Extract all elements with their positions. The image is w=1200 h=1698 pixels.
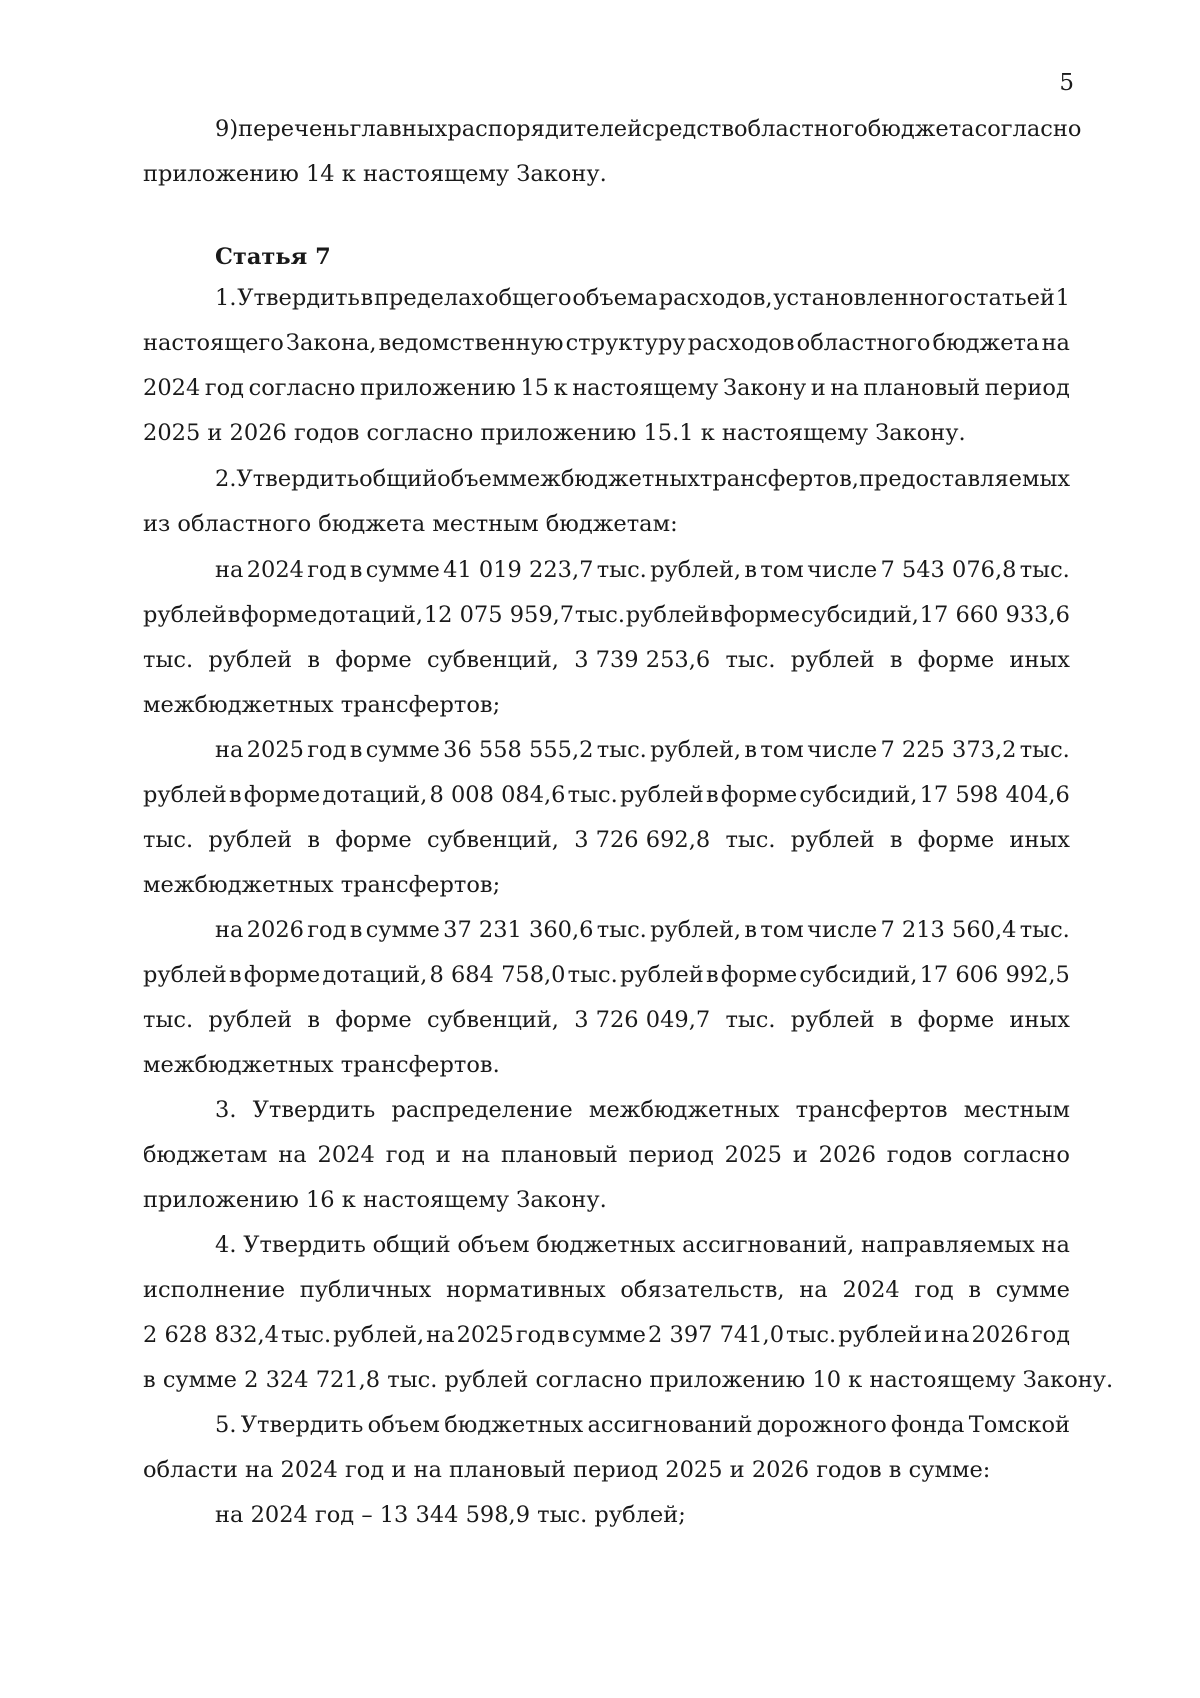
word: местным	[963, 1097, 1070, 1123]
word: 2024	[317, 1142, 375, 1168]
word: годов	[886, 1142, 953, 1168]
word: форме	[917, 827, 995, 853]
page-number: 5	[1059, 70, 1074, 96]
word: рублей	[790, 827, 875, 853]
text-line	[143, 366, 1070, 411]
paragraph-4	[143, 1223, 1114, 1403]
word: рублей	[143, 602, 227, 628]
word: Закона,	[285, 330, 377, 356]
word: иных	[1009, 647, 1070, 673]
word: межбюджетных	[588, 1097, 780, 1123]
word: ассигнований	[587, 1412, 753, 1438]
word: пределах	[373, 285, 485, 311]
word: тыс.	[143, 1007, 194, 1033]
word: сумме	[365, 557, 440, 583]
word: в	[349, 557, 363, 583]
text-line: из областного бюджета местным бюджетам:	[143, 511, 678, 537]
word: 1	[1055, 285, 1070, 311]
word: период	[628, 1142, 714, 1168]
word: в	[307, 647, 321, 673]
word: бюджета	[932, 330, 1040, 356]
word: в	[889, 1007, 903, 1033]
word: на	[215, 737, 244, 763]
text-line	[143, 457, 1070, 502]
word: 2 397 741,0	[648, 1322, 785, 1348]
word: 17 606 992,5	[919, 962, 1070, 988]
word: 3 739 253,6	[574, 647, 711, 673]
word: в	[744, 557, 758, 583]
word: иных	[1009, 1007, 1070, 1033]
word: нормативных	[446, 1277, 606, 1303]
word: Утвердить	[252, 1097, 376, 1123]
word: распорядителей	[447, 116, 643, 142]
word: числе	[807, 737, 878, 763]
word: фонда	[891, 1412, 965, 1438]
word: областного	[796, 330, 931, 356]
word: год	[385, 1142, 425, 1168]
word: 37 231 360,6	[443, 917, 594, 943]
word: объем	[457, 1232, 530, 1258]
word: рублей	[790, 1007, 875, 1033]
word: трансфертов	[795, 1097, 948, 1123]
word: тыс.	[786, 1322, 837, 1348]
word: установленного	[773, 285, 963, 311]
text-line	[143, 818, 1070, 863]
word: Закону	[722, 375, 807, 401]
word: Утвердить	[237, 285, 360, 311]
word: 2025	[724, 1142, 782, 1168]
word: 2024	[246, 557, 304, 583]
word: 2024	[143, 375, 201, 401]
word: в	[228, 962, 242, 988]
word: общий	[359, 466, 438, 492]
word: тыс.	[143, 647, 194, 673]
word: тыс.	[281, 1322, 332, 1348]
paragraph-item-9	[143, 107, 1082, 197]
word: рублей	[208, 827, 293, 853]
word: сумме	[365, 737, 440, 763]
word: плановый	[863, 375, 981, 401]
word: субсидий,	[799, 782, 918, 808]
word: тыс.	[725, 647, 776, 673]
article-heading	[143, 235, 1070, 280]
word: на	[1041, 1232, 1070, 1258]
word: рублей	[838, 1322, 922, 1348]
word: дотаций,	[322, 962, 428, 988]
word: форме	[917, 647, 995, 673]
word: форме	[917, 1007, 995, 1033]
text-line	[143, 1403, 1070, 1448]
word: рублей,	[333, 1322, 425, 1348]
word: Утвердить	[243, 1232, 366, 1258]
word: форме	[723, 602, 801, 628]
word: форме	[335, 827, 412, 853]
word: 2026	[246, 917, 304, 943]
word: дорожного	[756, 1412, 887, 1438]
word: рублей	[143, 962, 227, 988]
word: 7 543 076,8	[880, 557, 1017, 583]
word: 17 598 404,6	[919, 782, 1070, 808]
text-line	[143, 276, 1070, 321]
word: рублей,	[650, 737, 742, 763]
text-line	[143, 998, 1070, 1043]
word: 2 628 832,4	[143, 1322, 279, 1348]
word: 2026	[971, 1322, 1029, 1348]
word: тыс.	[725, 1007, 776, 1033]
word: рублей	[619, 962, 704, 988]
word: обязательств,	[620, 1277, 785, 1303]
word: статьей	[963, 285, 1055, 311]
text-line	[143, 1268, 1070, 1313]
word: 3 726 692,8	[574, 827, 711, 853]
word: и	[924, 1322, 940, 1348]
word: согласно	[963, 1142, 1070, 1168]
word: средств	[642, 116, 734, 142]
text-line	[143, 728, 1070, 773]
word: субвенций,	[426, 1007, 559, 1033]
word: перечень	[238, 116, 350, 142]
word: расходов,	[658, 285, 773, 311]
word: иных	[1009, 827, 1070, 853]
word: в	[307, 1007, 321, 1033]
word: предоставляемых	[858, 466, 1071, 492]
word: 2024	[842, 1277, 900, 1303]
word: 2026	[818, 1142, 876, 1168]
word: 15	[520, 375, 549, 401]
word: тыс.	[143, 827, 194, 853]
word: рублей	[208, 1007, 293, 1033]
text-line	[143, 638, 1070, 683]
word: тыс.	[725, 827, 776, 853]
word: тыс.	[1019, 737, 1070, 763]
word: том	[760, 557, 804, 583]
word: бюджетных	[444, 1412, 584, 1438]
word: рублей	[619, 782, 704, 808]
word: 36 558 555,2	[443, 737, 594, 763]
word: год	[515, 1322, 556, 1348]
word: общий	[372, 1232, 451, 1258]
word: в	[349, 737, 363, 763]
word: ассигнований,	[682, 1232, 855, 1258]
text-line	[143, 107, 1082, 152]
word: настоящего	[143, 330, 284, 356]
word: на	[278, 1142, 307, 1168]
word: дотаций,	[318, 602, 424, 628]
word: год	[204, 375, 245, 401]
word: бюджета	[867, 116, 975, 142]
word: субвенций,	[426, 647, 559, 673]
word: ведомственную	[378, 330, 564, 356]
word: 5.	[215, 1412, 237, 1438]
word: форме	[335, 647, 412, 673]
word: тыс.	[596, 557, 647, 583]
word: тыс.	[596, 917, 647, 943]
word: общего	[484, 285, 572, 311]
word: форме	[241, 602, 318, 628]
text-line	[143, 1313, 1070, 1358]
text-line: 2025 и 2026 годов согласно приложению 15.1 к настоящему Закону.	[143, 420, 966, 446]
word: на	[830, 375, 859, 401]
word: в	[744, 737, 758, 763]
word: на	[215, 557, 244, 583]
word: публичных	[299, 1277, 432, 1303]
text-line	[143, 321, 1070, 366]
text-line: межбюджетных трансфертов;	[143, 692, 501, 718]
word: в	[889, 827, 903, 853]
word: тыс.	[596, 737, 647, 763]
word: согласно	[248, 375, 356, 401]
text-line	[143, 1223, 1070, 1268]
word: том	[760, 917, 804, 943]
word: 1.	[215, 285, 237, 311]
word: рублей	[143, 782, 227, 808]
word: в	[968, 1277, 982, 1303]
word: структуру	[565, 330, 686, 356]
text-line	[143, 548, 1070, 593]
word: настоящему	[572, 375, 719, 401]
word: субвенций,	[426, 827, 559, 853]
word: год	[1030, 1322, 1070, 1348]
transfers-2025	[143, 728, 1070, 908]
text-line	[143, 1133, 1070, 1178]
word: год	[914, 1277, 954, 1303]
word: форме	[335, 1007, 412, 1033]
word: в	[710, 602, 723, 628]
word: субсидий,	[800, 602, 919, 628]
word: 7 225 373,2	[880, 737, 1017, 763]
word: на	[941, 1322, 970, 1348]
word: год	[307, 557, 347, 583]
word: тыс.	[567, 962, 618, 988]
word: рублей,	[650, 557, 742, 583]
word: сумме	[995, 1277, 1070, 1303]
word: Утвердить	[240, 1412, 364, 1438]
word: межбюджетных	[509, 466, 700, 492]
word: областного	[734, 116, 868, 142]
word: в	[705, 962, 719, 988]
word: на	[215, 917, 244, 943]
word: бюджетных	[536, 1232, 676, 1258]
text-line: приложению 16 к настоящему Закону.	[143, 1187, 607, 1213]
word: главных	[349, 116, 448, 142]
word: рублей,	[650, 917, 742, 943]
word: 17 660 933,6	[919, 602, 1070, 628]
word: и	[792, 1142, 808, 1168]
word: в	[349, 917, 363, 943]
word: объем	[367, 1412, 440, 1438]
word: Томской	[968, 1412, 1070, 1438]
word: 3 726 049,7	[574, 1007, 711, 1033]
word: в	[744, 917, 758, 943]
word: 7 213 560,4	[880, 917, 1017, 943]
word: тыс.	[1019, 557, 1070, 583]
word: в	[307, 827, 321, 853]
word: тыс.	[1019, 917, 1070, 943]
word: тыс.	[567, 782, 618, 808]
word: период	[984, 375, 1070, 401]
text-line	[143, 953, 1070, 998]
word: форме	[720, 782, 798, 808]
article-title: Статья 7	[215, 244, 331, 270]
text-line: в сумме 2 324 721,8 тыс. рублей согласно приложению 10 к настоящему Закону.	[143, 1367, 1114, 1393]
word: в	[705, 782, 719, 808]
word: в	[557, 1322, 570, 1348]
word: объем	[437, 466, 510, 492]
text-line: межбюджетных трансфертов.	[143, 1052, 500, 1078]
word: рублей	[625, 602, 710, 628]
word: форме	[243, 782, 321, 808]
word: согласно	[974, 116, 1082, 142]
word: субсидий,	[799, 962, 918, 988]
paragraph-2	[143, 457, 1070, 547]
text-line: области на 2024 год и на плановый период 2025 и 2026 годов в сумме:	[143, 1457, 991, 1483]
word: 2.	[215, 466, 237, 492]
paragraph-5	[143, 1403, 1070, 1538]
word: форме	[243, 962, 321, 988]
word: 3.	[215, 1097, 237, 1123]
word: 9)	[215, 116, 239, 142]
word: на	[426, 1322, 455, 1348]
text-line: межбюджетных трансфертов;	[143, 872, 501, 898]
word: плановый	[500, 1142, 618, 1168]
word: бюджетам	[143, 1142, 268, 1168]
text-line	[143, 593, 1070, 638]
word: исполнение	[143, 1277, 286, 1303]
word: в	[360, 285, 374, 311]
word: год	[307, 737, 347, 763]
word: сумме	[571, 1322, 646, 1348]
word: трансфертов,	[699, 466, 859, 492]
word: и	[435, 1142, 451, 1168]
word: в	[228, 782, 242, 808]
paragraph-1	[143, 276, 1070, 456]
word: год	[307, 917, 347, 943]
word: рублей	[790, 647, 875, 673]
transfers-2024	[143, 548, 1070, 728]
word: 12 075 959,7	[423, 602, 575, 628]
word: приложению	[359, 375, 516, 401]
word: Утвердить	[236, 466, 360, 492]
word: направляемых	[860, 1232, 1035, 1258]
text-line: на 2024 год – 13 344 598,9 тыс. рублей;	[215, 1502, 686, 1528]
word: сумме	[365, 917, 440, 943]
word: рублей	[208, 647, 293, 673]
word: на	[799, 1277, 828, 1303]
word: распределение	[391, 1097, 573, 1123]
word: на	[461, 1142, 491, 1168]
text-line: приложению 14 к настоящему Закону.	[143, 161, 607, 187]
word: и	[810, 375, 826, 401]
text-line	[143, 1088, 1070, 1133]
transfers-2026	[143, 908, 1070, 1088]
word: в	[889, 647, 903, 673]
paragraph-3	[143, 1088, 1070, 1223]
word: 2025	[456, 1322, 514, 1348]
word: 2025	[246, 737, 304, 763]
text-line	[143, 908, 1070, 953]
word: числе	[807, 557, 878, 583]
word: расходов	[687, 330, 795, 356]
word: в	[227, 602, 241, 628]
word: тыс.	[574, 602, 625, 628]
word: дотаций,	[322, 782, 428, 808]
word: числе	[807, 917, 878, 943]
word: 8 008 084,6	[429, 782, 566, 808]
word: на	[1041, 330, 1070, 356]
word: форме	[720, 962, 798, 988]
word: объема	[572, 285, 658, 311]
word: 41 019 223,7	[443, 557, 594, 583]
text-line	[143, 773, 1070, 818]
word: том	[760, 737, 804, 763]
word: 8 684 758,0	[429, 962, 566, 988]
word: 4.	[215, 1232, 237, 1258]
word: к	[553, 375, 568, 401]
